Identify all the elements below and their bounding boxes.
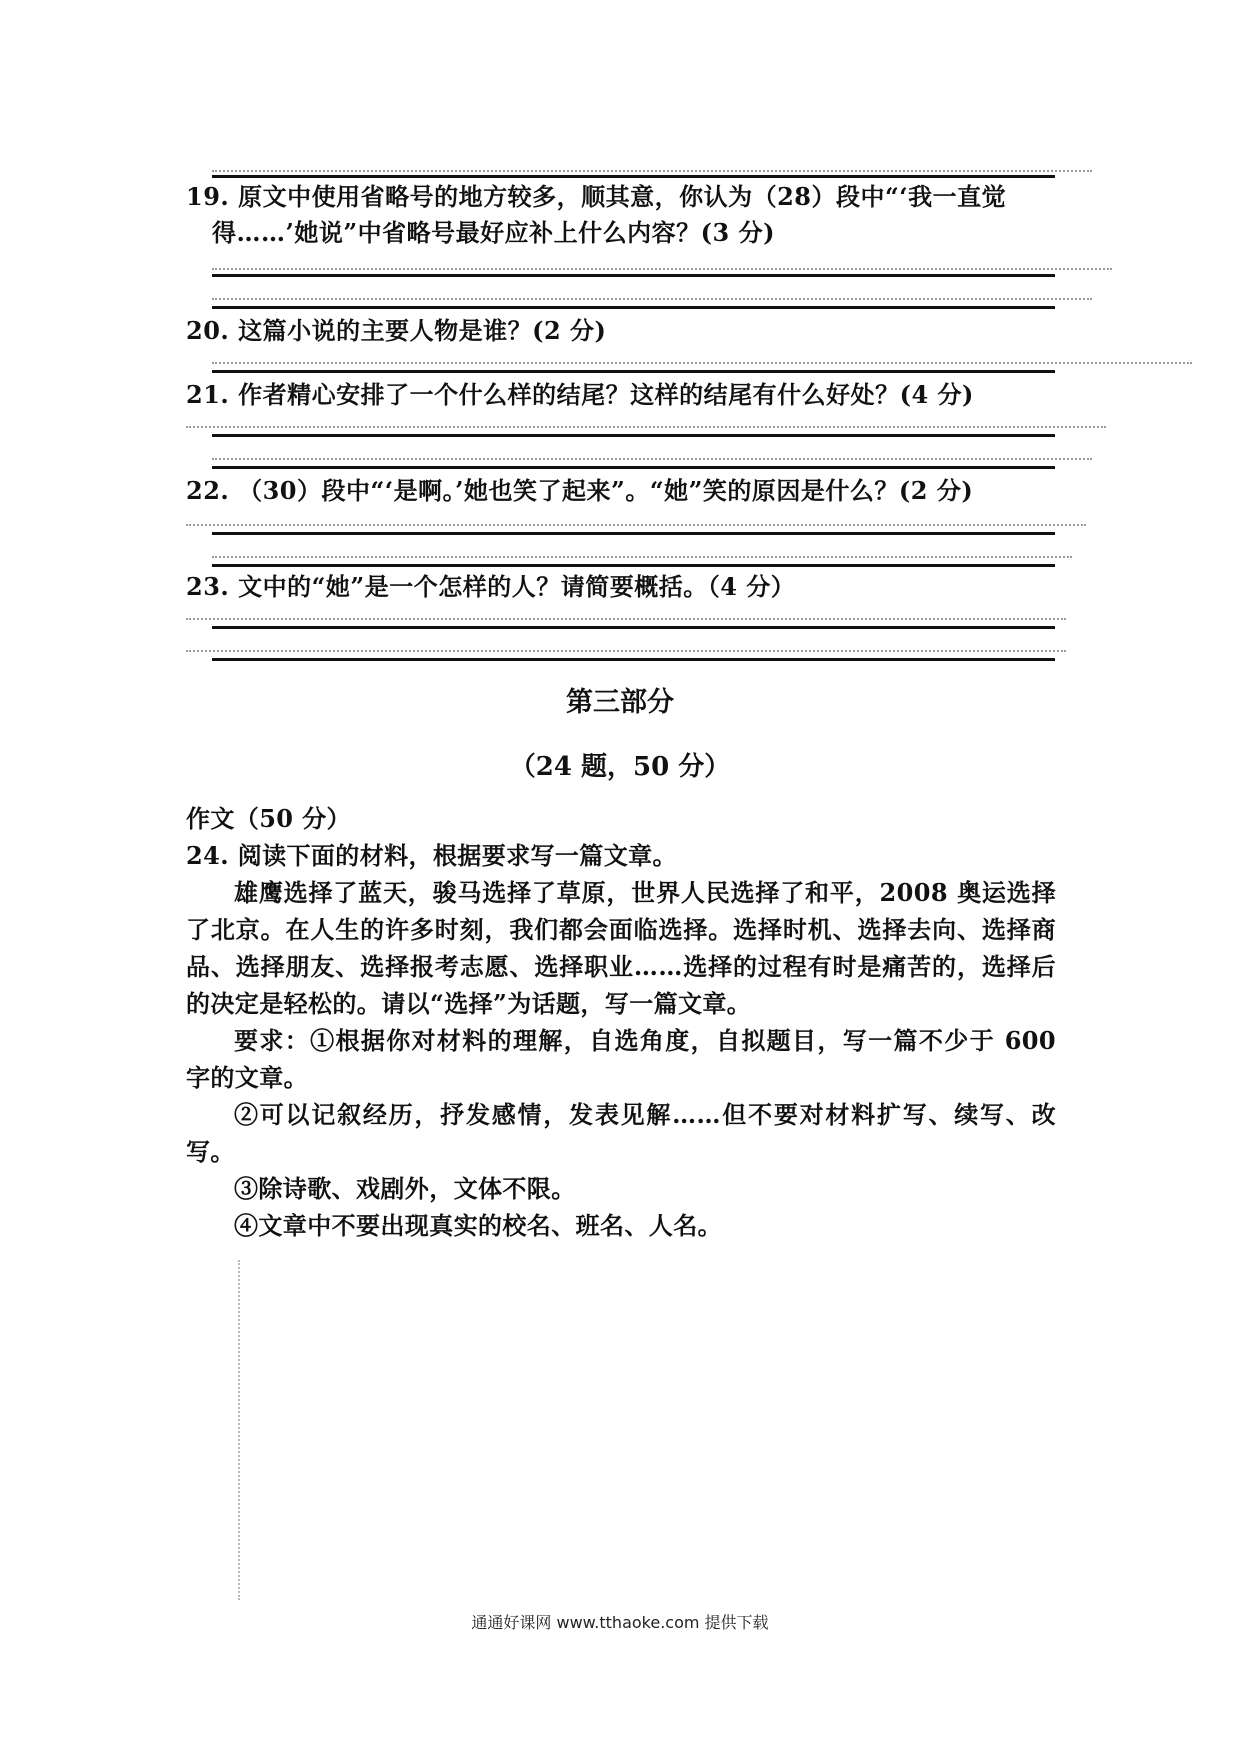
dotted-guide <box>212 362 1192 364</box>
answer-line <box>212 658 1055 661</box>
essay-material: 雄鹰选择了蓝天，骏马选择了草原，世界人民选择了和平，2008 奥运选择了北京。在人生的许多时刻，我们都会面临选择。选择时机、选择去向、选择商品、选择朋友、选择报考志愿、选择职业……选择的过程有时是痛苦的，选择后的决定是轻松的。请以“选择”为话题，写一篇文章。 <box>186 878 1056 1018</box>
question-21: 21. 作者精心安排了一个什么样的结尾？这样的结尾有什么好处？(4 分) <box>186 380 974 409</box>
question-19-line1: 19. 原文中使用省略号的地方较多，顺其意，你认为（28）段中“‘我一直觉 <box>186 182 1007 211</box>
dotted-guide <box>212 268 1112 270</box>
section-title: 第三部分 <box>566 687 674 718</box>
dotted-guide <box>212 170 1092 172</box>
dotted-guide <box>212 556 1072 558</box>
essay-section <box>186 800 1056 1244</box>
question-20: 20. 这篇小说的主要人物是谁？(2 分) <box>186 316 607 345</box>
answer-line <box>212 434 1055 437</box>
question-23: 23. 文中的“她”是一个怎样的人？请简要概括。（4 分） <box>186 572 796 601</box>
dotted-guide <box>212 298 1092 300</box>
dotted-guide <box>186 524 1086 526</box>
essay-requirement-2: ②可以记叙经历，抒发感情，发表见解……但不要对材料扩写、续写、改写。 <box>186 1100 1056 1166</box>
dotted-guide <box>186 650 1066 652</box>
dotted-guide <box>212 458 1092 460</box>
answer-line <box>212 306 1055 309</box>
answer-line <box>212 370 1055 373</box>
margin-dots <box>238 1260 240 1600</box>
dotted-guide <box>186 426 1106 428</box>
essay-requirement-4: ④文章中不要出现真实的校名、班名、人名。 <box>234 1211 722 1240</box>
answer-line <box>212 532 1055 535</box>
section-subtitle: （24 题，50 分） <box>509 752 731 782</box>
essay-heading: 作文（50 分） <box>186 804 351 833</box>
essay-requirement-3: ③除诗歌、戏剧外，文体不限。 <box>234 1174 576 1203</box>
answer-line <box>212 626 1055 629</box>
answer-line <box>212 564 1055 567</box>
essay-requirement-1: 要求：①根据你对材料的理解，自选角度，自拟题目，写一篇不少于 600 字的文章。 <box>186 1026 1056 1092</box>
answer-line <box>212 466 1055 469</box>
footer-text: 通通好课网 www.tthaoke.com 提供下载 <box>471 1613 769 1632</box>
dotted-guide <box>186 618 1066 620</box>
answer-line <box>212 175 1055 178</box>
answer-line <box>212 274 1055 277</box>
question-22: 22. （30）段中“‘是啊。’她也笑了起来”。“她”笑的原因是什么？(2 分) <box>186 476 974 505</box>
essay-prompt: 24. 阅读下面的材料，根据要求写一篇文章。 <box>186 841 677 870</box>
question-19-line2: 得……’她说”中省略号最好应补上什么内容？(3 分) <box>212 218 775 247</box>
